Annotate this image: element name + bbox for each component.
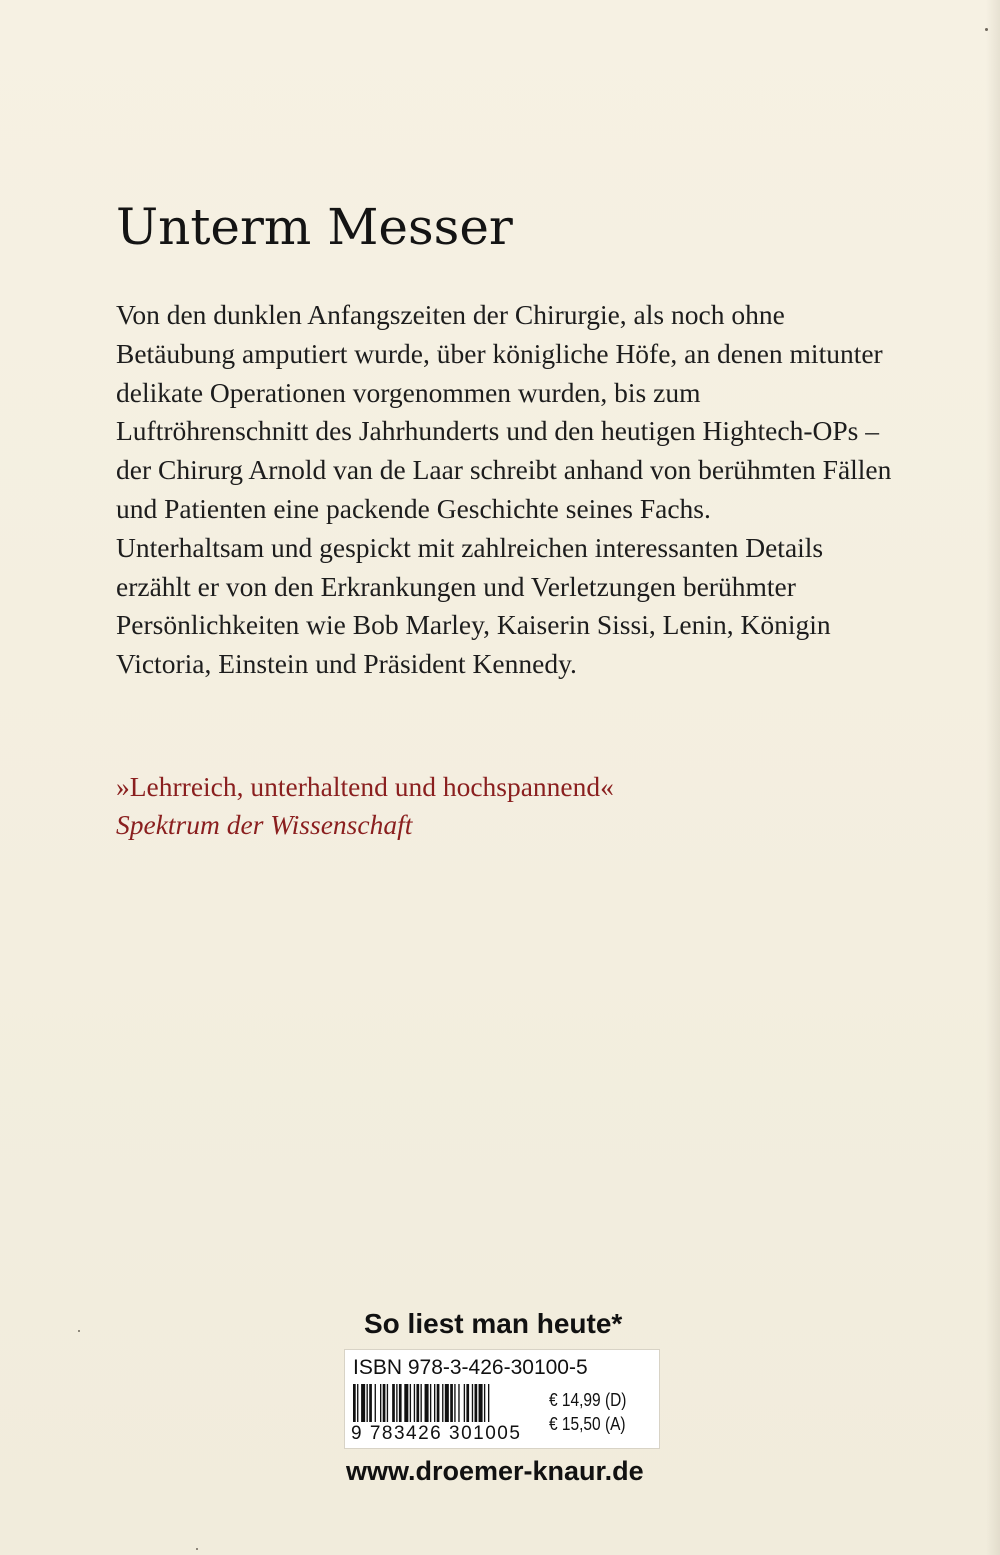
barcode-bar	[488, 1384, 489, 1422]
price-germany: € 14,99 (D)	[549, 1390, 627, 1410]
barcode-bar	[399, 1384, 402, 1422]
barcode-bar	[425, 1384, 429, 1422]
barcode-bar	[416, 1384, 419, 1422]
publisher-website[interactable]: www.droemer-knaur.de	[346, 1456, 644, 1486]
book-blurb	[116, 296, 896, 684]
barcode-bar	[472, 1384, 473, 1422]
barcode-bar	[450, 1384, 453, 1422]
book-title: Unterm Messer	[116, 198, 513, 256]
barcode-bar	[430, 1384, 431, 1422]
barcode-bar	[387, 1384, 388, 1422]
barcode-bar	[410, 1384, 411, 1422]
barcode-bar	[353, 1384, 356, 1422]
blurb-paragraph-2: Unterhaltsam und gespickt mit zahlreichen interessanten Details erzählt er von den Erkrankungen und Verletzungen berühmter Persönlichkeiten wie Bob Marley, Kaiserin Sissi, Lenin, Königin Victoria, Einstein und Präsident Kennedy.	[116, 531, 831, 680]
cover-edge-shadow	[986, 0, 1000, 1555]
barcode-bar	[479, 1384, 483, 1422]
barcode-bar	[464, 1384, 465, 1422]
blurb-paragraph-1: Von den dunklen Anfangszeiten der Chirurgie, als noch ohne Betäubung amputiert wurde, über königliche Höfe, an denen mitunter delikate Operationen vorgenommen wurden, bis zum Luftröhrenschnitt des Jahrhunderts und den heutigen Hightech-OPs – der Chirurg Arnold van de Laar schreibt anhand von berühmten Fällen und Patienten eine packende Geschichte seines Fachs.	[116, 299, 892, 524]
barcode-bar	[357, 1384, 358, 1422]
barcode-bar	[369, 1384, 372, 1422]
barcode-bar	[454, 1384, 455, 1422]
barcode-bar	[466, 1384, 469, 1422]
barcode-bar	[383, 1384, 386, 1422]
barcode-bar	[437, 1384, 440, 1422]
barcode-bar	[380, 1384, 381, 1422]
dust-speck	[985, 28, 988, 31]
price-austria: € 15,50 (A)	[549, 1414, 626, 1434]
isbn-barcode-label	[344, 1349, 660, 1449]
dust-speck	[196, 1548, 198, 1550]
barcode-bar	[414, 1384, 415, 1422]
barcode-bar	[392, 1384, 395, 1422]
barcode-bar	[396, 1384, 397, 1422]
review-quote: »Lehrreich, unterhaltend und hochspannend«	[116, 771, 614, 802]
barcode-bar	[421, 1384, 422, 1422]
review-source: Spektrum der Wissenschaft	[116, 809, 413, 840]
barcode-bar	[404, 1384, 408, 1422]
barcode-bar	[458, 1384, 459, 1422]
barcode-bar	[361, 1384, 365, 1422]
barcode-bar	[484, 1384, 485, 1422]
publisher-slogan: So liest man heute*	[364, 1308, 623, 1339]
review-quote-block	[116, 768, 896, 844]
barcode-bar	[475, 1384, 478, 1422]
barcode-bar	[445, 1384, 449, 1422]
barcode-bar	[442, 1384, 443, 1422]
dust-speck	[78, 1330, 80, 1332]
barcode-icon	[351, 1384, 541, 1424]
barcode-bar	[434, 1384, 435, 1422]
isbn-number: ISBN 978-3-426-30100-5	[353, 1356, 588, 1379]
barcode-bar	[375, 1384, 376, 1422]
barcode-bar	[367, 1384, 368, 1422]
barcode-digits: 9 783426 301005	[351, 1423, 522, 1444]
